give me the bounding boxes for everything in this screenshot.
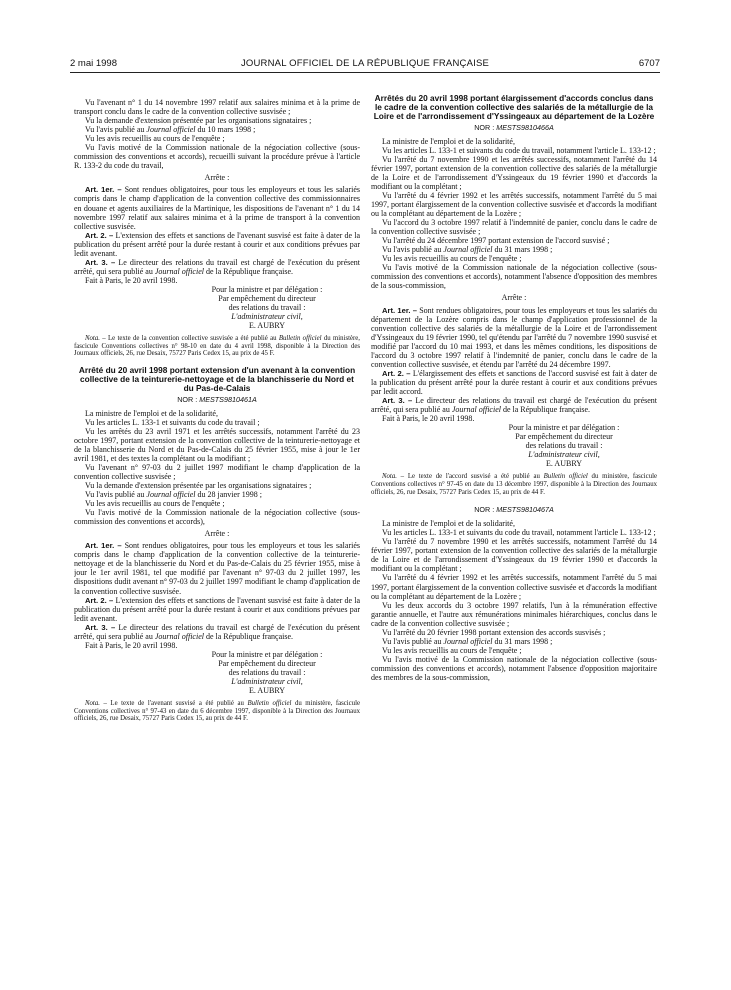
signature-line: Par empêchement du directeur — [218, 658, 316, 668]
visa: Vu l'avis publié au Journal officiel du 31 mars 1998 ; — [382, 636, 553, 646]
header-journal-title: JOURNAL OFFICIEL DE LA RÉPUBLIQUE FRANÇAISE — [240, 58, 490, 69]
page-header — [70, 58, 660, 72]
article-2: Art. 2. – L'extension des effets et sanctions de l'avenant susvisé est faite à dater de la publication du présent arrêté pour la durée restant à courir et aux conditions prévues par ledit avenant. — [74, 595, 360, 623]
fait-a-paris: Fait à Paris, le 20 avril 1998. — [85, 640, 178, 650]
article-label: Art. 2. – — [85, 595, 114, 605]
signature-line: des relations du travail : — [228, 667, 306, 677]
visa: Vu les avis recueillis au cours de l'enquête ; — [382, 645, 522, 655]
arrete-heading: Arrête : — [204, 529, 230, 539]
visa: Vu l'arrêté du 20 février 1998 portant extension des accords susvisés ; — [382, 627, 606, 637]
signature-line: des relations du travail : — [525, 441, 603, 451]
visa: Vu l'avenant n° 97-03 du 2 juillet 1997 modifiant le champ d'application de la convention collective susvisée ; — [74, 462, 360, 481]
visa: Vu l'arrêté du 7 novembre 1990 et les arrêtés successifs, notamment l'arrêté du 14 février 1997, portant extension de la convention collective des salariés de la métallurgie de la Loire et de l'arrondissement d'Yssingeaux du 19 février 1990 et d'accords la modifiant ou la complétant ; — [371, 537, 657, 574]
visa: Vu les deux accords du 3 octobre 1997 relatifs, l'un à la rémunération effective garantie annuelle, et l'autre aux rémunérations minimales hiérarchiques, conclus dans le cadre de la convention collective susvisée ; — [371, 600, 657, 628]
minister-line: La ministre de l'emploi et de la solidarité, — [85, 408, 218, 418]
visa: Vu l'avis motivé de la Commission nationale de la négociation collective (sous-commission des conventions et accords), recueilli suivant la procédure prévue à l'article R. 133-2 du code du travail, — [74, 143, 360, 171]
fait-a-paris: Fait à Paris, le 20 avril 1998. — [85, 275, 178, 285]
left-column — [74, 98, 360, 962]
visa: Vu l'avis publié au Journal officiel du 28 janvier 1998 ; — [85, 490, 262, 500]
header-page-number: 6707 — [638, 58, 660, 69]
decree-title: Arrêtés du 20 avril 1998 portant élargissement d'accords conclus dans le cadre de la convention collective des salariés de la métallurgie de la Loire et de l'arrondissement d'Yssingeaux au département de la Lozère — [373, 94, 655, 122]
signature-line: Pour la ministre et par délégation : — [508, 423, 620, 433]
minister-line: La ministre de l'emploi et de la solidarité, — [382, 136, 515, 146]
nota: Nota. – Le texte de l'avenant susvisé a été publié au Bulletin officiel du ministère, fascicule Conventions collectives n° 97-43 en date du 6 décembre 1997, disponible à la Direction des Journaux officiels, 26, rue Desaix, 75727 Paris Cedex 15, au prix de 44 F. — [74, 700, 360, 723]
nor-reference: NOR : MESTS9810461A — [177, 394, 257, 404]
visa: Vu les arrêtés du 23 avril 1971 et les arrêtés successifs, notamment l'arrêté du 23 octobre 1997, portant extension de la convention collective de la teinturerie-nettoyage et de la blanchisserie du Nord et du Pas-de-Calais du 25 février 1955, mise à jour le 1er avril 1981, et des textes la complétant ou la modifiant ; — [74, 426, 360, 463]
nota: Nota. – Le texte de la convention collective susvisée a été publié au Bulletin officiel du ministère, fascicule Conventions collectives n° 98-10 en date du 4 avril 1998, disponible à la Direction des Journaux officiels, 26, rue Desaix, 75727 Paris Cedex 15, au prix de 45 F. — [74, 335, 360, 358]
visa: Vu la demande d'extension présentée par les organisations signataires ; — [85, 480, 312, 490]
signature-line: Par empêchement du directeur — [218, 293, 316, 303]
signature-line: Par empêchement du directeur — [515, 432, 613, 442]
journal-officiel-ref: Journal officiel — [146, 125, 196, 135]
article-label: Art. 1er. – — [85, 541, 122, 551]
visa: Vu les avis recueillis au cours de l'enquête ; — [85, 134, 225, 144]
article-label: Art. 3. – — [85, 622, 116, 632]
visa: Vu les avis recueillis au cours de l'enquête ; — [382, 254, 522, 264]
visa: Vu les articles L. 133-1 et suivants du code du travail, notamment l'article L. 133-12 ; — [382, 528, 656, 538]
visa: Vu l'arrêté du 4 février 1992 et les arrêtés successifs, notamment l'arrêté du 5 mai 1997, portant élargissement de la convention collective susvisée et d'accords la modifiant ou la complétant au département de la Lozère ; — [371, 573, 657, 601]
article-label: Art. 2. – — [85, 230, 114, 240]
signature-line: des relations du travail : — [228, 303, 306, 313]
nor-reference: NOR : MESTS9810467A — [474, 505, 554, 515]
right-column — [371, 94, 657, 958]
signature-line: Pour la ministre et par délégation : — [211, 649, 323, 659]
visa: Vu les avis recueillis au cours de l'enquête ; — [85, 499, 225, 509]
visa: Vu l'accord du 3 octobre 1997 relatif à l'indemnité de panier, conclu dans le cadre de la convention collective susvisée ; — [371, 218, 657, 237]
nota: Nota. – Le texte de l'accord susvisé a été publié au Bulletin officiel du ministère, fascicule Conventions collectives n° 97-45 en date du 13 décembre 1997, disponible à la Direction des Journaux officiels, 26, rue Desaix, 75727 Paris Cedex 15, au prix de 44 F. — [371, 473, 657, 496]
article-label: Art. 1er. – — [85, 185, 122, 195]
article-3: Art. 3. – Le directeur des relations du travail est chargé de l'exécution du présent arrêté, qui sera publié au Journal officiel de la République française. — [74, 257, 360, 276]
decree-title: Arrêté du 20 avril 1998 portant extension d'un avenant à la convention collective de la teinturerie-nettoyage et de la blanchisserie du Nord et du Pas-de-Calais — [78, 364, 356, 394]
article-1: Art. 1er. – Sont rendues obligatoires, pour tous les employeurs et tous les salariés compris dans le champ d'application de la convention collective des commissionnaires en douane et agents auxiliaires de la Martinique, les dispositions de l'avenant n° 1 du 14 novembre 1997 relatif aux salaires minima et à la prime de transport à la convention collective susvisée. — [74, 185, 360, 231]
article-label: Art. 2. – — [382, 368, 411, 378]
article-1: Art. 1er. – Sont rendues obligatoires, pour tous les employeurs et tous les salariés du département de la Lozère compris dans le champ d'application professionnel de la convention collective des salariés de la métallurgie de la Loire et de l'arrondissement d'Yssingeaux du 19 février 1990, tel qu'étendu par l'arrêté du 7 novembre 1990 susvisé et modifié par l'accord du 10 mai 1993, et dans les mêmes conditions, les dispositions de l'accord du 3 octobre 1997 relatif à l'indemnité de panier, conclu dans le cadre de la convention collective susvisée, et étendu par l'arrêté du 24 décembre 1997. — [371, 305, 657, 369]
visa: Vu l'arrêté du 24 décembre 1997 portant extension de l'accord susvisé ; — [382, 236, 610, 246]
visa: Vu les articles L. 133-1 et suivants du code du travail, notamment l'article L. 133-12 ; — [382, 145, 656, 155]
arrete-heading: Arrête : — [204, 173, 230, 183]
header-rule — [70, 72, 660, 73]
nor-reference: NOR : MESTS9810466A — [474, 122, 554, 132]
article-label: Art. 1er. – — [382, 305, 418, 315]
signature-title: L'administrateur civil, — [231, 312, 303, 322]
arrete-heading: Arrête : — [501, 293, 527, 303]
visa: Vu l'arrêté du 4 février 1992 et les arrêtés successifs, notamment l'arrêté du 5 mai 1997, portant élargissement de la convention collective susvisée et d'accords la modifiant ou la complétant au département de la Lozère ; — [371, 190, 657, 219]
minister-line: La ministre de l'emploi et de la solidarité, — [382, 519, 515, 529]
article-2: Art. 2. – L'élargissement des effets et sanctions de l'accord susvisé est fait à dater de la publication du présent arrêté pour la durée restant à courir et aux conditions prévues par ledit accord. — [371, 368, 657, 396]
visa: Vu l'avenant n° 1 du 14 novembre 1997 relatif aux salaires minima et à la prime de transport conclu dans le cadre de la convention collective susvisée ; — [74, 98, 360, 117]
visa: Vu les articles L. 133-1 et suivants du code du travail ; — [85, 417, 260, 427]
article-3: Art. 3. – Le directeur des relations du travail est chargé de l'exécution du présent arrêté, qui sera publié au Journal officiel de la République française. — [74, 622, 360, 641]
article-2: Art. 2. – L'extension des effets et sanctions de l'avenant susvisé est faite à dater de la publication du présent arrêté pour la durée restant à courir et aux conditions prévues par ledit avenant. — [74, 230, 360, 258]
visa: Vu l'avis motivé de la Commission nationale de la négociation collective (sous-commission des conventions et accords), notamment l'absence d'opposition majoritaire des membres de la sous-commission, — [371, 654, 657, 682]
fait-a-paris: Fait à Paris, le 20 avril 1998. — [382, 414, 475, 424]
visa: Vu l'avis motivé de la Commission nationale de la négociation collective (sous-commission des conventions et accords), — [74, 508, 360, 527]
signature-line: Pour la ministre et par délégation : — [211, 284, 323, 294]
signature-name: E. AUBRY — [248, 321, 285, 331]
visa: Vu l'avis publié au Journal officiel du 31 mars 1998 ; — [382, 245, 553, 255]
header-date: 2 mai 1998 — [70, 58, 118, 69]
signature-title: L'administrateur civil, — [231, 676, 303, 686]
article-3: Art. 3. – Le directeur des relations du travail est chargé de l'exécution du présent arrêté, qui sera publié au Journal officiel de la République française. — [371, 395, 657, 415]
article-1: Art. 1er. – Sont rendues obligatoires, pour tous les employeurs et tous les salariés compris dans le champ d'application de la convention collective de la teinturerie-nettoyage et de la blanchisserie du Nord et du Pas-de-Calais du 25 février 1955, mise à jour le 1er avril 1981, tel que modifié par l'avenant n° 97-03 du 2 juillet 1997, les dispositions dudit avenant n° 97-03 du 2 juillet 1997 modifiant le champ d'application de la convention collective susvisée. — [74, 541, 360, 596]
visa: Vu l'avis motivé de la Commission nationale de la négociation collective (sous-commission des conventions et accords), notamment l'absence d'opposition des membres de la sous-commission, — [371, 263, 657, 291]
signature-name: E. AUBRY — [248, 686, 285, 696]
article-label: Art. 3. – — [85, 257, 116, 267]
signature-title: L'administrateur civil, — [528, 450, 600, 460]
visa: Vu l'avis publié au Journal officiel du 10 mars 1998 ; — [85, 125, 256, 135]
article-label: Art. 3. – — [382, 395, 413, 405]
signature-name: E. AUBRY — [545, 459, 582, 469]
visa: Vu l'arrêté du 7 novembre 1990 et les arrêtés successifs, notamment l'arrêté du 14 février 1997, portant extension de la convention collective des salariés de la métallurgie de la Loire et de l'arrondissement d'Yssingeaux du 19 février 1990 et d'accords la modifiant ou la complétant ; — [371, 154, 657, 191]
visa: Vu la demande d'extension présentée par les organisations signataires ; — [85, 116, 312, 126]
